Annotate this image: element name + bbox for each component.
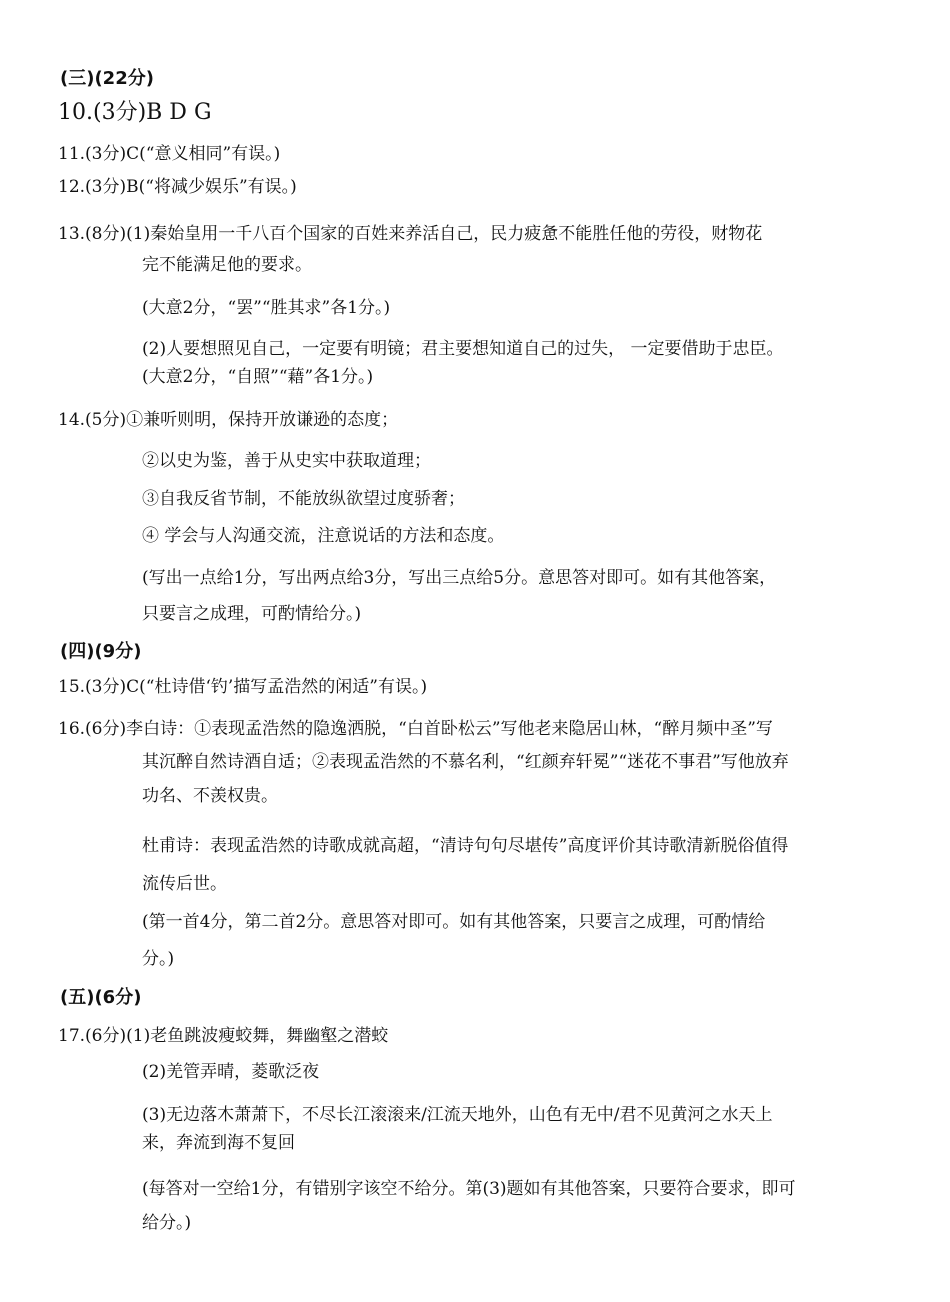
answer-12 — [58, 176, 297, 198]
answer-16-line2: 其沉醉自然诗酒自适；②表现孟浩然的不慕名利，“红颜弃轩冕”“迷花不事君”写他放弃 — [142, 752, 789, 772]
answer-16-line1 — [58, 718, 773, 740]
answer-text: (6分)(1)老鱼跳波瘦蛟舞，舞幽壑之潜蛟 — [85, 1026, 389, 1046]
question-number: 12. — [58, 177, 86, 197]
answer-text: (3分)C(“意义相同”有误。) — [85, 144, 281, 164]
answer-17-part2: (2)羌管弄晴，菱歌泛夜 — [142, 1062, 320, 1082]
question-number: 15. — [58, 677, 86, 697]
answer-14-note-a: (写出一点给1分，写出两点给3分，写出三点给5分。意思答对即可。如有其他答案， — [142, 568, 777, 588]
answer-text: (3分)C(“杜诗借‘钓’描写孟浩然的闲适”有误。) — [85, 677, 428, 697]
answer-14-line1 — [58, 409, 398, 431]
section-heading-4: (四)(9分) — [60, 641, 142, 662]
question-number: 17. — [58, 1026, 86, 1046]
answer-16-line3: 功名、不羡权贵。 — [142, 786, 278, 806]
answer-17-part3b: 来，奔流到海不复回 — [142, 1133, 295, 1153]
section-heading-3: (三)(22分) — [60, 68, 154, 89]
answer-17-line1 — [58, 1025, 388, 1047]
answer-13-note1: (大意2分，“罢”“胜其求”各1分。) — [142, 298, 391, 318]
answer-text: (8分)(1)秦始皇用一千八百个国家的百姓来养活自己，民力疲惫不能胜任他的劳役，财物花 — [85, 224, 763, 244]
answer-text: (3分)B(“将减少娱乐”有误。) — [85, 177, 297, 197]
answer-10: 10.(3分)B D G — [58, 100, 212, 125]
answer-text: (5分)①兼听则明，保持开放谦逊的态度； — [85, 410, 399, 430]
answer-17-note2: 给分。) — [142, 1213, 192, 1233]
answer-14-note-b: 只要言之成理，可酌情给分。) — [142, 604, 362, 624]
answer-13-part2: (2)人要想照见自己，一定要有明镜；君主要想知道自己的过失， 一定要借助于忠臣。 — [142, 339, 784, 359]
answer-14-point2: ②以史为鉴，善于从史实中获取道理； — [142, 451, 431, 471]
question-number: 14. — [58, 410, 86, 430]
answer-14-point4: ④ 学会与人沟通交流，注意说话的方法和态度。 — [142, 526, 505, 546]
answer-15 — [58, 676, 427, 698]
answer-16-du1: 杜甫诗：表现孟浩然的诗歌成就高超，“清诗句句尽堪传”高度评价其诗歌清新脱俗值得 — [142, 836, 789, 856]
question-number: 16. — [58, 719, 86, 739]
answer-16-note2: 分。) — [142, 949, 175, 969]
answer-13-line1 — [58, 223, 762, 245]
answer-14-point3: ③自我反省节制，不能放纵欲望过度骄奢； — [142, 489, 465, 509]
question-number: 13. — [58, 224, 86, 244]
answer-13-note2: (大意2分，“自照”“藉”各1分。) — [142, 367, 374, 387]
answer-17-note1: (每答对一空给1分，有错别字该空不给分。第(3)题如有其他答案，只要符合要求，即可 — [142, 1179, 796, 1199]
answer-16-du2: 流传后世。 — [142, 874, 227, 894]
question-number: 11. — [58, 144, 86, 164]
answer-16-note1: (第一首4分，第二首2分。意思答对即可。如有其他答案，只要言之成理，可酌情给 — [142, 912, 766, 932]
answer-17-part3a: (3)无边落木萧萧下，不尽长江滚滚来/江流天地外，山色有无中/君不见黄河之水天上 — [142, 1105, 773, 1125]
section-heading-5: (五)(6分) — [60, 987, 142, 1008]
answer-11 — [58, 143, 280, 165]
answer-13-line2: 完不能满足他的要求。 — [142, 255, 312, 275]
answer-text: (6分)李白诗：①表现孟浩然的隐逸洒脱，“白首卧松云”写他老来隐居山林，“醉月频中圣”写 — [85, 719, 773, 739]
